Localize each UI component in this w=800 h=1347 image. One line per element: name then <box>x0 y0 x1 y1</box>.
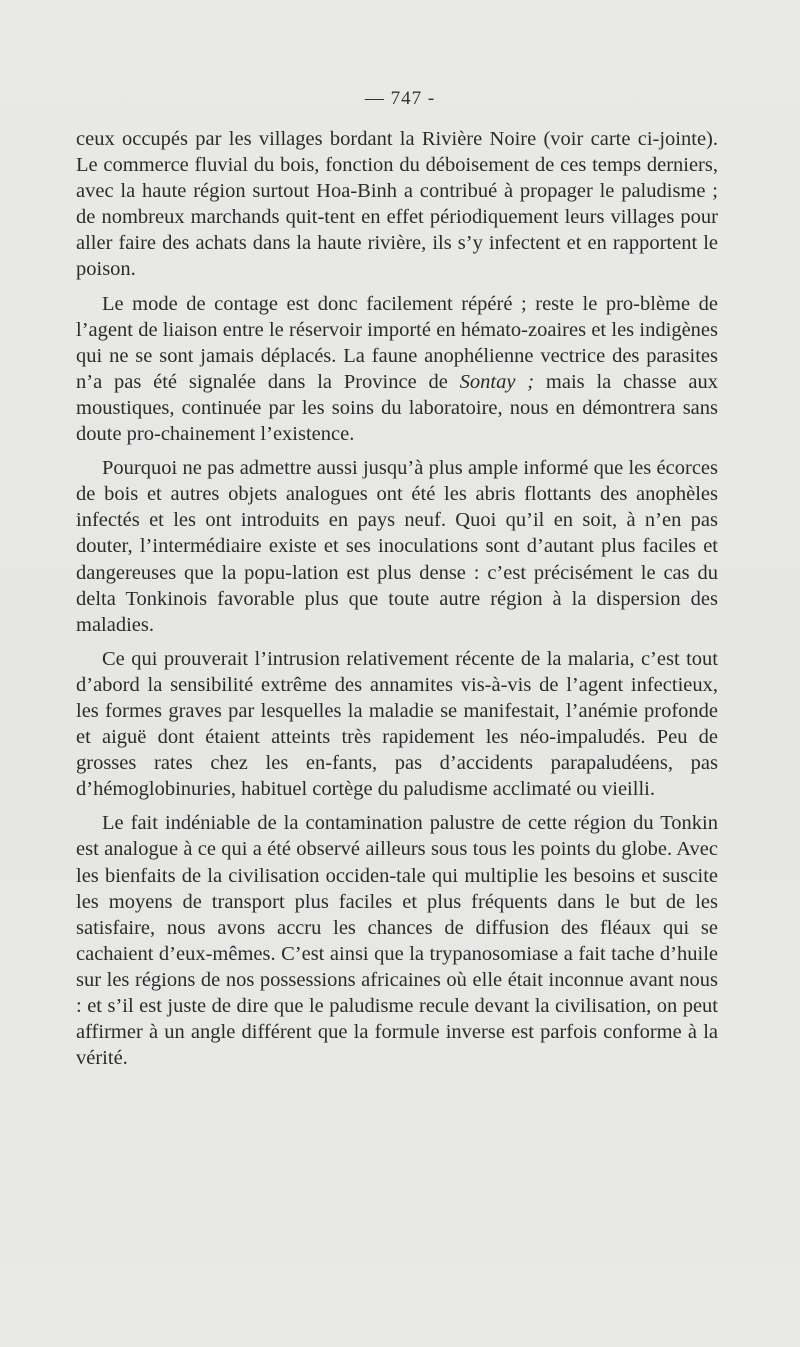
paragraph-3 <box>76 455 718 638</box>
paragraph-1-text: ceux occupés par les villages bordant la Rivière Noire (voir carte ci-jointe). Le commerce fluvial du bois, fonction du déboisement de ces temps derniers, avec la haute région surtout Hoa-Binh a contribué à propager le paludisme ; de nombreux marchands quit-tent en effet périodiquement leurs villages pour aller faire des achats dans la haute rivière, ils s’y infectent et en rapportent le poison. <box>76 128 718 281</box>
paragraph-1 <box>76 126 718 283</box>
paragraph-4 <box>76 646 718 803</box>
paragraph-2 <box>76 291 718 448</box>
page-number: — 747 - <box>364 88 436 109</box>
paragraph-4-text: Ce qui prouverait l’intrusion relativement récente de la malaria, c’est tout d’abord la sensibilité extrême des annamites vis-à-vis de l’agent infectieux, les formes graves par lesquelles la maladie se manifestait, l’anémie profonde et aiguë dont étaient atteints très rapidement les néo-impaludés. Peu de grosses rates chez les en-fants, pas d’accidents parapaludéens, pas d’hémoglobinuries, habituel cortège du paludisme acclimaté ou vieilli. <box>76 647 718 801</box>
paragraph-2-text-a: Le mode de contage est donc facilement répéré ; reste le pro-blème de l’agent de liaison entre le réservoir importé en hémato-zoaires et les indigènes qui ne se sont jamais déplacés. La faune anophélienne vectrice des parasites n’a pas été signalée dans la Province de <box>76 292 718 393</box>
paragraph-2-text-b: mais la chasse aux moustiques, continuée par les soins du laboratoire, nous en démontrera sans doute pro-chainement l’existence. <box>76 370 718 446</box>
paragraph-3-text: Pourquoi ne pas admettre aussi jusqu’à plus ample informé que les écorces de bois et autres objets analogues ont été les abris flottants des anophèles infectés et les ont introduits en pays neuf. Quoi qu’il en soit, à n’en pas douter, l’intermédiaire existe et ses inoculations sont d’autant plus faciles et dangereuses que la popu-lation est plus dense : c’est précisément le cas du delta Tonkinois favorable plus que toute autre région à la dispersion des maladies. <box>76 457 718 636</box>
body-text <box>76 126 718 1071</box>
paragraph-2-italic-place-name: Sontay ; <box>459 370 535 393</box>
paragraph-5-text: Le fait indéniable de la contamination palustre de cette région du Tonkin est analogue à ce qui a été observé ailleurs sous tous les points du globe. Avec les bienfaits de la civilisation occiden-tale qui multiplie les besoins et suscite les moyens de transport plus faciles et plus fréquents dans le but de les satisfaire, nous avons accru les chances de diffusion des fléaux qui se cachaient d’eux-mêmes. C’est ainsi que la trypanosomiase a fait tache d’huile sur les régions de nos possessions africaines où elle était inconnue avant nous : et s’il est juste de dire que le paludisme recule devant la civilisation, on peut affirmer à un angle différent que la formule inverse est parfois conforme à la vérité. <box>76 812 718 1070</box>
paragraph-5 <box>76 810 718 1071</box>
